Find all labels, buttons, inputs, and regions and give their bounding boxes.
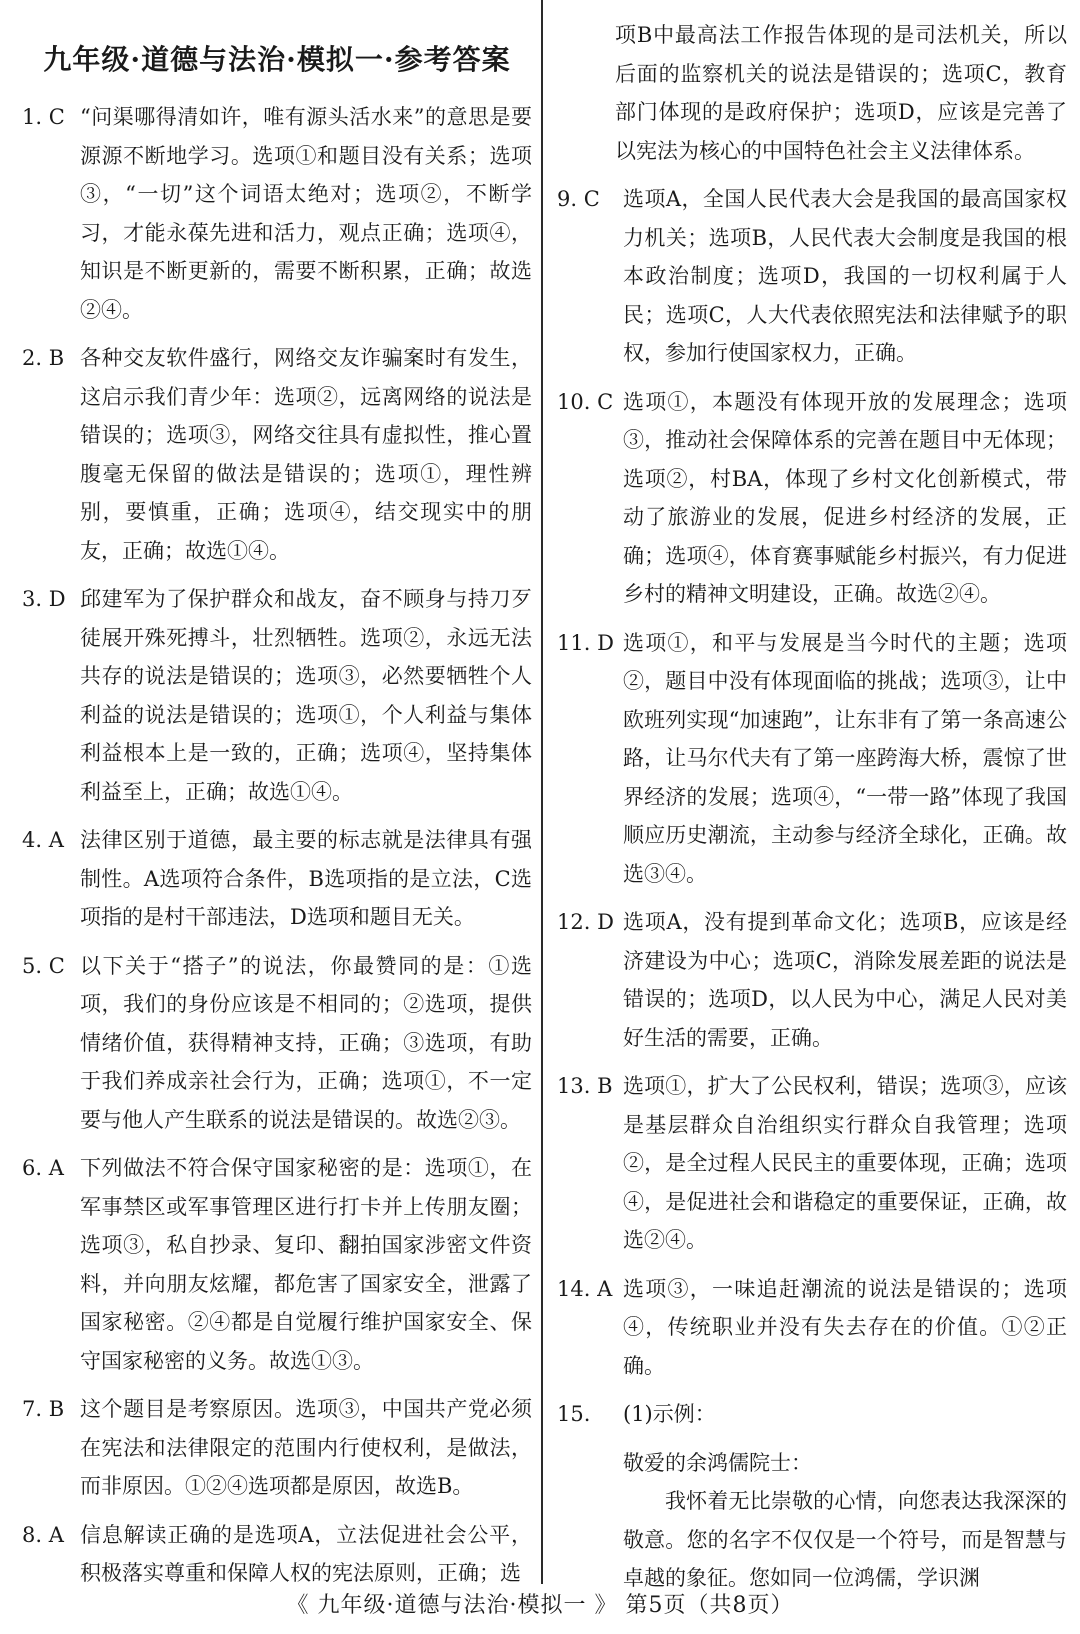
answer-explanation: 选项①，本题没有体现开放的发展理念；选项③，推动社会保障体系的完善在题目中无体现；选项②，村BA，体现了乡村文化创新模式，带动了旅游业的发展，促进乡村经济的发展，正确；选项④，体育赛事赋能乡村振兴，有力促进乡村的精神文明建设，正确。故选②④。 [623, 389, 1067, 606]
answer-item [22, 98, 532, 329]
answer-number: 8. A [22, 1522, 64, 1547]
answer-number: 3. D [22, 587, 66, 612]
page-footer: 《 九年级·道德与法治·模拟一 》 第5页（共8页） [286, 1593, 794, 1618]
answer-explanation: 选项①，和平与发展是当今时代的主题；选项②，题目中没有体现面临的挑战；选项③，让中欧班列实现“加速跑”，让东非有了第一条高速公路，让马尔代夫有了第一座跨海大桥，震惊了世界经济的发展；选项④，“一带一路”体现了我国顺应历史潮流，主动参与经济全球化，正确。故选③④。 [623, 630, 1067, 886]
answer-explanation: 以下关于“搭子”的说法，你最赞同的是：①选项，我们的身份应该是不相同的；②选项，提供情绪价值，获得精神支持，正确；③选项，有助于我们养成亲社会行为，正确；选项①，不一定要与他人产生联系的说法是错误的。故选②③。 [80, 953, 532, 1132]
answer-explanation: “问渠哪得清如许，唯有源头活水来”的意思是要源源不断地学习。选项①和题目没有关系；选项③，“一切”这个词语太绝对；选项②，不断学习，才能永葆先进和活力，观点正确；选项④，知识是不断更新的，需要不断积累，正确；故选②④。 [80, 105, 532, 322]
answer-explanation: 信息解读正确的是选项A，立法促进社会公平，积极落实尊重和保障人权的宪法原则，正确；选 [80, 1522, 532, 1586]
answer-item [22, 821, 532, 937]
left-column [22, 0, 532, 1603]
right-column [557, 0, 1067, 1598]
answer-explanation: 邱建军为了保护群众和战友，奋不顾身与持刀歹徒展开殊死搏斗，壮烈牺牲。选项②，永远无法共存的说法是错误的；选项③，必然要牺牲个人利益的说法是错误的；选项①，个人利益与集体利益根本上是一致的，正确；选项④，坚持集体利益至上，正确；故选①④。 [80, 587, 532, 804]
answer-item [557, 1270, 1067, 1386]
answer-8-continuation: 项B中最高法工作报告体现的是司法机关，所以后面的监察机关的说法是错误的；选项C，教育部门体现的是政府保护；选项D，应该是完善了以宪法为核心的中国特色社会主义法律体系。 [615, 23, 1067, 163]
answer-item [557, 1067, 1067, 1260]
answer-explanation: (1)示例： [623, 1402, 716, 1426]
answer-number: 12. D [557, 910, 614, 934]
column-divider [541, 0, 543, 1584]
answer-item [557, 180, 1067, 373]
answer-item [22, 1149, 532, 1380]
answer-item [557, 903, 1067, 1057]
answer-explanation: 选项③，一味追赶潮流的说法是错误的；选项④，传统职业并没有失去存在的价值。①②正确。 [623, 1276, 1067, 1378]
answer-explanation: 这个题目是考察原因。选项③，中国共产党必须在宪法和法律限定的范围内行使权利，是做法，而非原因。①②④选项都是原因，故选B。 [80, 1397, 532, 1499]
answer-number: 4. A [22, 828, 64, 853]
answer-explanation: 选项①，扩大了公民权利，错误；选项③，应该是基层群众自治组织实行群众自我管理；选项②，是全过程人民民主的重要体现，正确；选项④，是促进社会和谐稳定的重要保证，正确，故选②④。 [623, 1074, 1067, 1252]
answer-number: 2. B [22, 346, 65, 371]
answer-item [22, 1390, 532, 1506]
answer-number: 5. C [22, 953, 65, 978]
answer-item [557, 383, 1067, 614]
answer-item [557, 1395, 1067, 1434]
right-answer-list [557, 180, 1067, 1434]
answer-explanation: 各种交友软件盛行，网络交友诈骗案时有发生，这启示我们青少年：选项②，远离网络的说法是错误的；选项③，网络交往具有虚拟性，推心置腹毫无保留的做法是错误的；选项①，理性辨别，要慎重，正确；选项④，结交现实中的朋友，正确；故选①④。 [80, 346, 532, 563]
answer-number: 1. C [22, 105, 65, 130]
answer-number: 11. D [557, 630, 614, 655]
answer-explanation: 选项A，没有提到革命文化；选项B，应该是经济建设为中心；选项C，消除发展差距的说法是错误的；选项D，以人民为中心，满足人民对美好生活的需要，正确。 [623, 910, 1067, 1050]
answer-item [22, 339, 532, 570]
answer-item [22, 1516, 532, 1593]
answer-number: 6. A [22, 1156, 64, 1181]
left-answer-list [22, 98, 532, 1593]
answer-item [557, 624, 1067, 894]
answer-number: 15. [557, 1402, 591, 1426]
answer-item [22, 947, 532, 1140]
letter-salutation: 敬爱的余鸿儒院士： [623, 1450, 812, 1475]
answer-number: 10. C [557, 389, 614, 414]
answer-explanation: 下列做法不符合保守国家秘密的是：选项①，在军事禁区或军事管理区进行打卡并上传朋友圈；选项③，私自抄录、复印、翻拍国家涉密文件资料，并向朋友炫耀，都危害了国家安全，泄露了国家秘密。②④都是自觉履行维护国家安全、保守国家秘密的义务。故选①③。 [80, 1156, 532, 1373]
answer-explanation: 法律区别于道德，最主要的标志就是法律具有强制性。A选项符合条件，B选项指的是立法，C选项指的是村干部违法，D选项和题目无关。 [80, 828, 532, 930]
answer-number: 13. B [557, 1074, 613, 1098]
answer-number: 7. B [22, 1397, 65, 1422]
answer-number: 14. A [557, 1276, 613, 1301]
page-title: 九年级·道德与法治·模拟一·参考答案 [43, 43, 511, 76]
answer-explanation: 选项A，全国人民代表大会是我国的最高国家权力机关；选项B，人民代表大会制度是我国的根本政治制度；选项D，我国的一切权利属于人民；选项C，人大代表依照宪法和法律赋予的职权，参加行使国家权力，正确。 [623, 187, 1067, 365]
letter-body: 我怀着无比崇敬的心情，向您表达我深深的敬意。您的名字不仅仅是一个符号，而是智慧与卓越的象征。您如同一位鸿儒，学识渊 [623, 1489, 1067, 1590]
answer-number: 9. C [557, 187, 600, 211]
answer-item [22, 580, 532, 811]
